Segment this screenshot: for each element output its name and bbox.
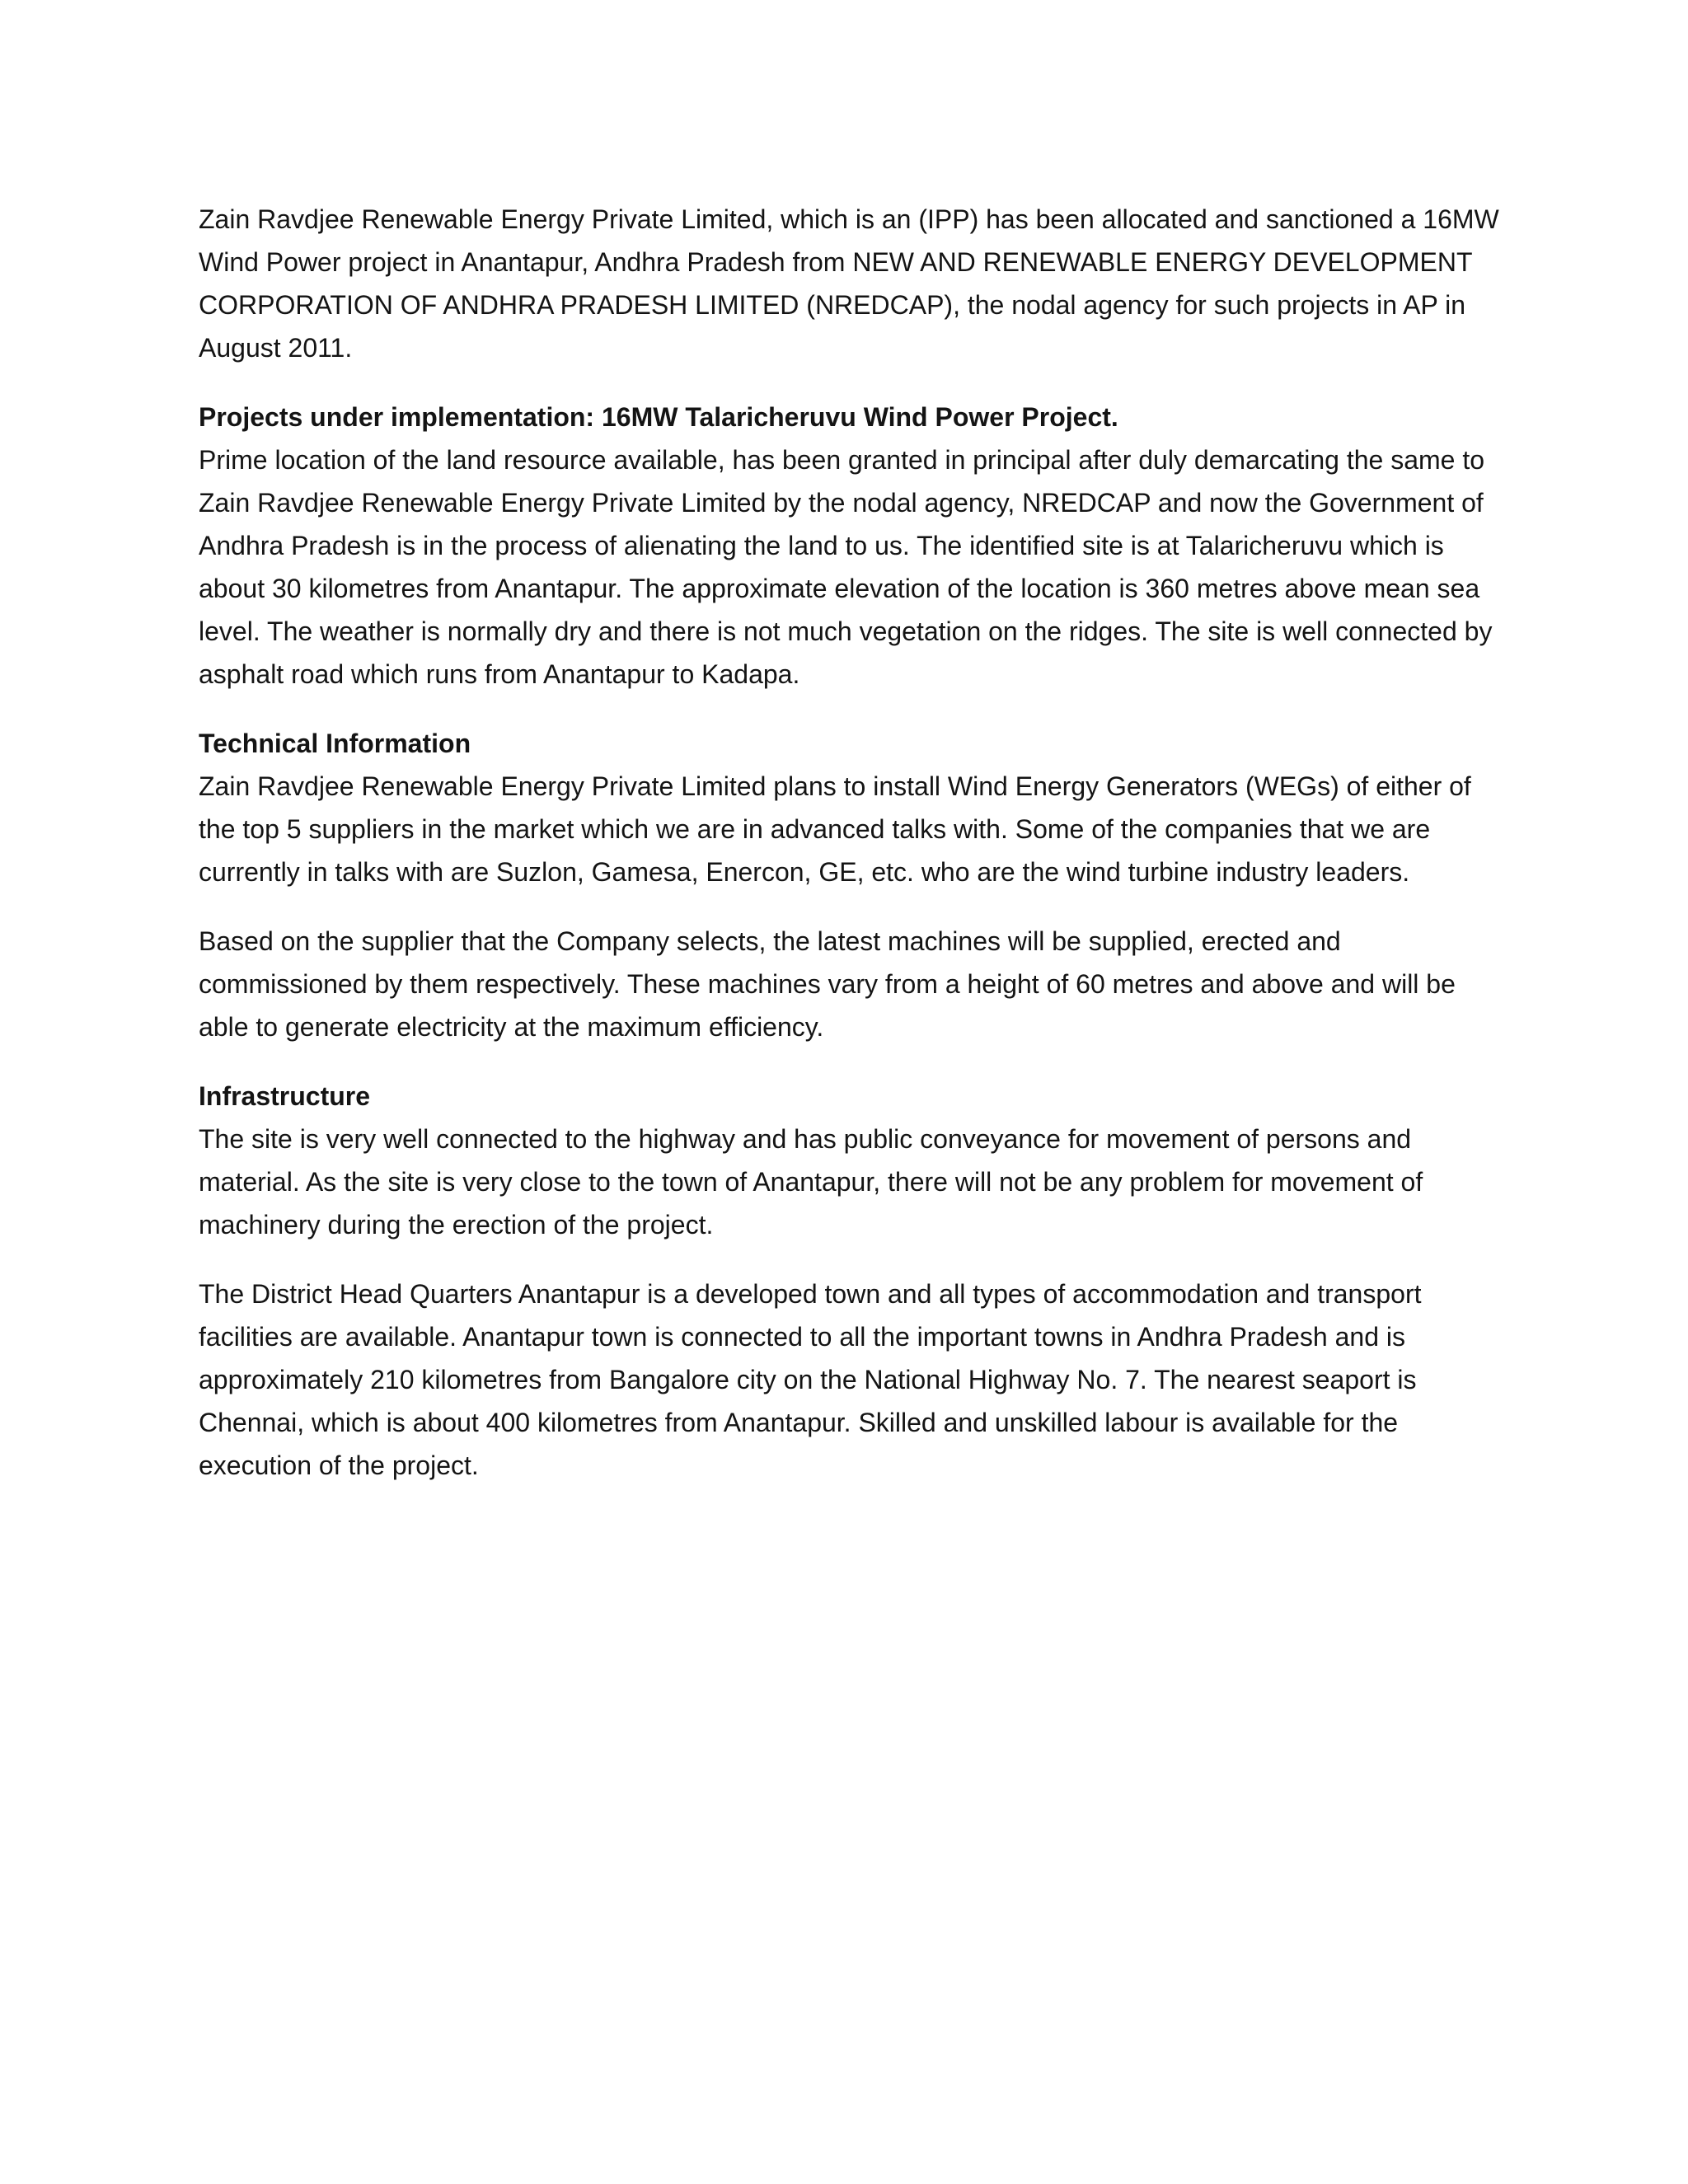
technical-paragraph: Zain Ravdjee Renewable Energy Private Limited plans to install Wind Energy Generators (WEGs) of either of the top 5 suppliers in the market which we are in advanced talks with. Some of the companies that we are currently in talks with are Suzlon, Gamesa, Enercon, GE, etc. who are the wind turbine industry leaders. <box>199 771 1471 887</box>
technical-paragraph-2: Based on the supplier that the Company selects, the latest machines will be supplied, erected and commissioned by them respectively. These machines vary from a height of 60 metres and above and will be able to generate electricity at the maximum efficiency. <box>199 926 1456 1042</box>
projects-section <box>199 396 1501 696</box>
infrastructure-paragraph: The site is very well connected to the highway and has public conveyance for movement of persons and material. As the site is very close to the town of Anantapur, there will not be any problem for movement of machinery during the erection of the project. <box>199 1124 1423 1240</box>
document-body <box>199 198 1501 1513</box>
infrastructure-section <box>199 1075 1501 1246</box>
infrastructure-paragraph-2: The District Head Quarters Anantapur is a developed town and all types of accommodation and transport facilities are available. Anantapur town is connected to all the important towns in Andhra Pradesh and is approximately 210 kilometres from Bangalore city on the National Highway No. 7. The nearest seaport is Chennai, which is about 400 kilometres from Anantapur. Skilled and unskilled labour is available for the execution of the project. <box>199 1279 1422 1480</box>
projects-heading: Projects under implementation: 16MW Talaricheruvu Wind Power Project. <box>199 402 1118 432</box>
technical-heading: Technical Information <box>199 729 471 758</box>
technical-section <box>199 722 1501 893</box>
infrastructure-heading: Infrastructure <box>199 1081 371 1111</box>
projects-paragraph: Prime location of the land resource available, has been granted in principal after duly demarcating the same to Zain Ravdjee Renewable Energy Private Limited by the nodal agency, NREDCAP and now the Government of Andhra Pradesh is in the process of alienating the land to us. The identified site is at Talaricheruvu which is about 30 kilometres from Anantapur. The approximate elevation of the location is 360 metres above mean sea level. The weather is normally dry and there is not much vegetation on the ridges. The site is well connected by asphalt road which runs from Anantapur to Kadapa. <box>199 445 1493 689</box>
intro-paragraph: Zain Ravdjee Renewable Energy Private Limited, which is an (IPP) has been allocated and sanctioned a 16MW Wind Power project in Anantapur, Andhra Pradesh from NEW AND RENEWABLE ENERGY DEVELOPMENT CORPORATION OF ANDHRA PRADESH LIMITED (NREDCAP), the nodal agency for such projects in AP in August 2011. <box>199 204 1499 363</box>
